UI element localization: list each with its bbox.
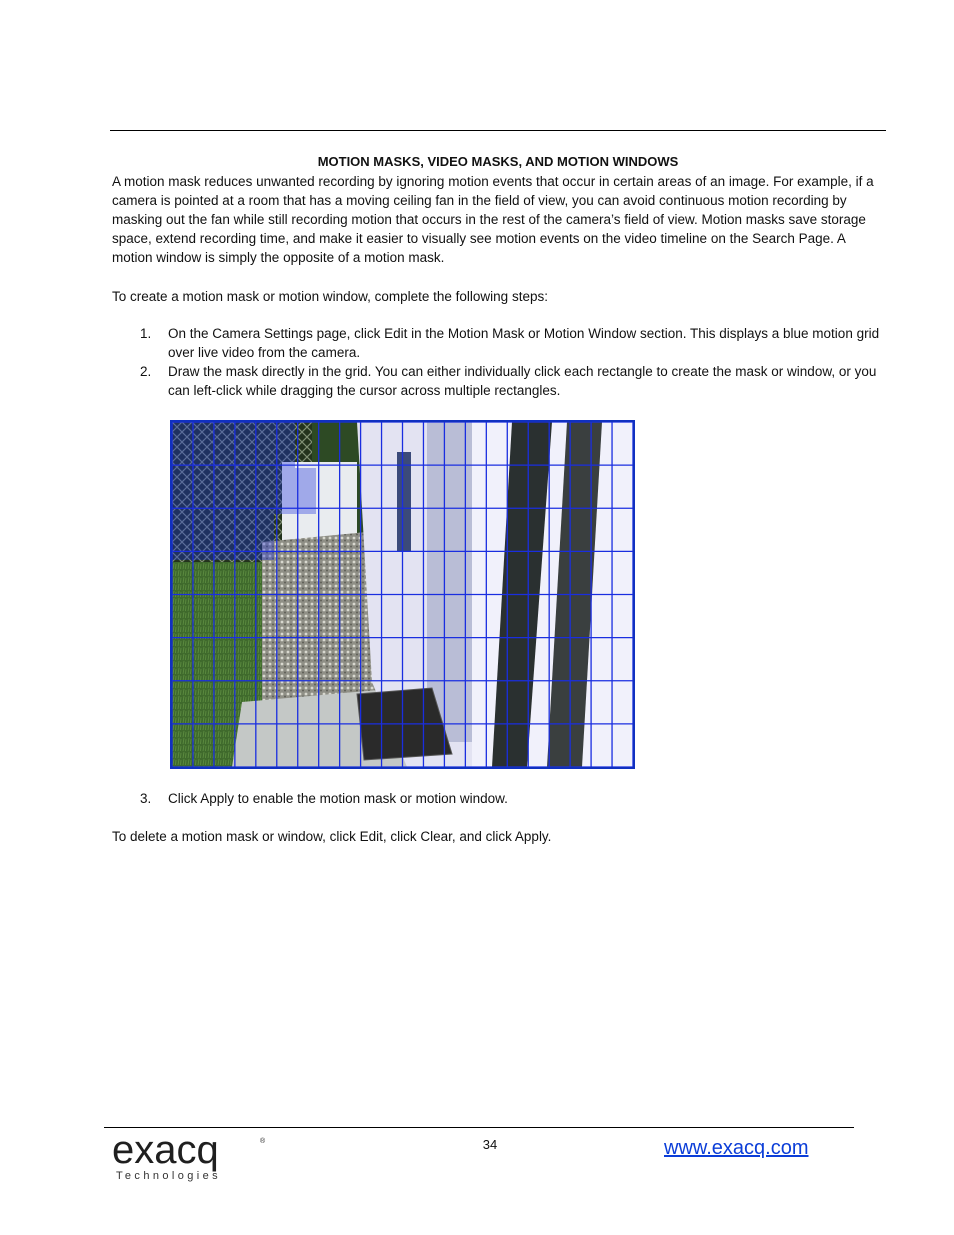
step-text: Draw the mask directly in the grid. You can either individually click each rectangle to create the mask or window, or you can left-click while dragging the cursor across multiple rectangles. [168, 364, 877, 398]
footer-rule [104, 1127, 854, 1128]
logo-wordmark: exacq [112, 1129, 219, 1172]
step-text: Click Apply to enable the motion mask or motion window. [168, 791, 508, 806]
steps-intro: To create a motion mask or motion window, complete the following steps: [112, 289, 548, 304]
logo-subtitle: Technologies [116, 1170, 222, 1182]
header-rule [110, 130, 886, 131]
section-heading: MOTION MASKS, VIDEO MASKS, AND MOTION WINDOWS [317, 154, 679, 169]
exacq-logo [110, 1129, 270, 1183]
step-number: 1. [140, 326, 152, 341]
svg-text:®: ® [260, 1138, 266, 1145]
motion-grid-screenshot [170, 420, 635, 769]
step-number: 2. [140, 364, 152, 379]
delete-note: To delete a motion mask or window, click Edit, click Clear, and click Apply. [112, 829, 552, 844]
step-number: 3. [140, 791, 152, 806]
door-frame [427, 422, 477, 742]
camera-view-with-motion-grid [172, 422, 633, 767]
step-text: On the Camera Settings page, click Edit in the Motion Mask or Motion Window section. This displays a blue motion grid over live video from the camera. [168, 326, 880, 360]
website-link[interactable]: www.exacq.com [664, 1137, 809, 1159]
wall-sign [397, 452, 411, 552]
intro-paragraph: A motion mask reduces unwanted recording by ignoring motion events that occur in certain areas of an image. For example, if a camera is pointed at a room that has a moving ceiling fan in the field of view, you can avoid continuous motion recording by masking out the fan while still recording motion that occurs in the rest of the camera’s field of view. Motion masks save storage space, extend recording time, and make it easier to visually see motion events on the video timeline on the Search Page. A motion window is simply the opposite of a motion mask. [112, 174, 874, 265]
page-number: 34 [482, 1137, 498, 1152]
